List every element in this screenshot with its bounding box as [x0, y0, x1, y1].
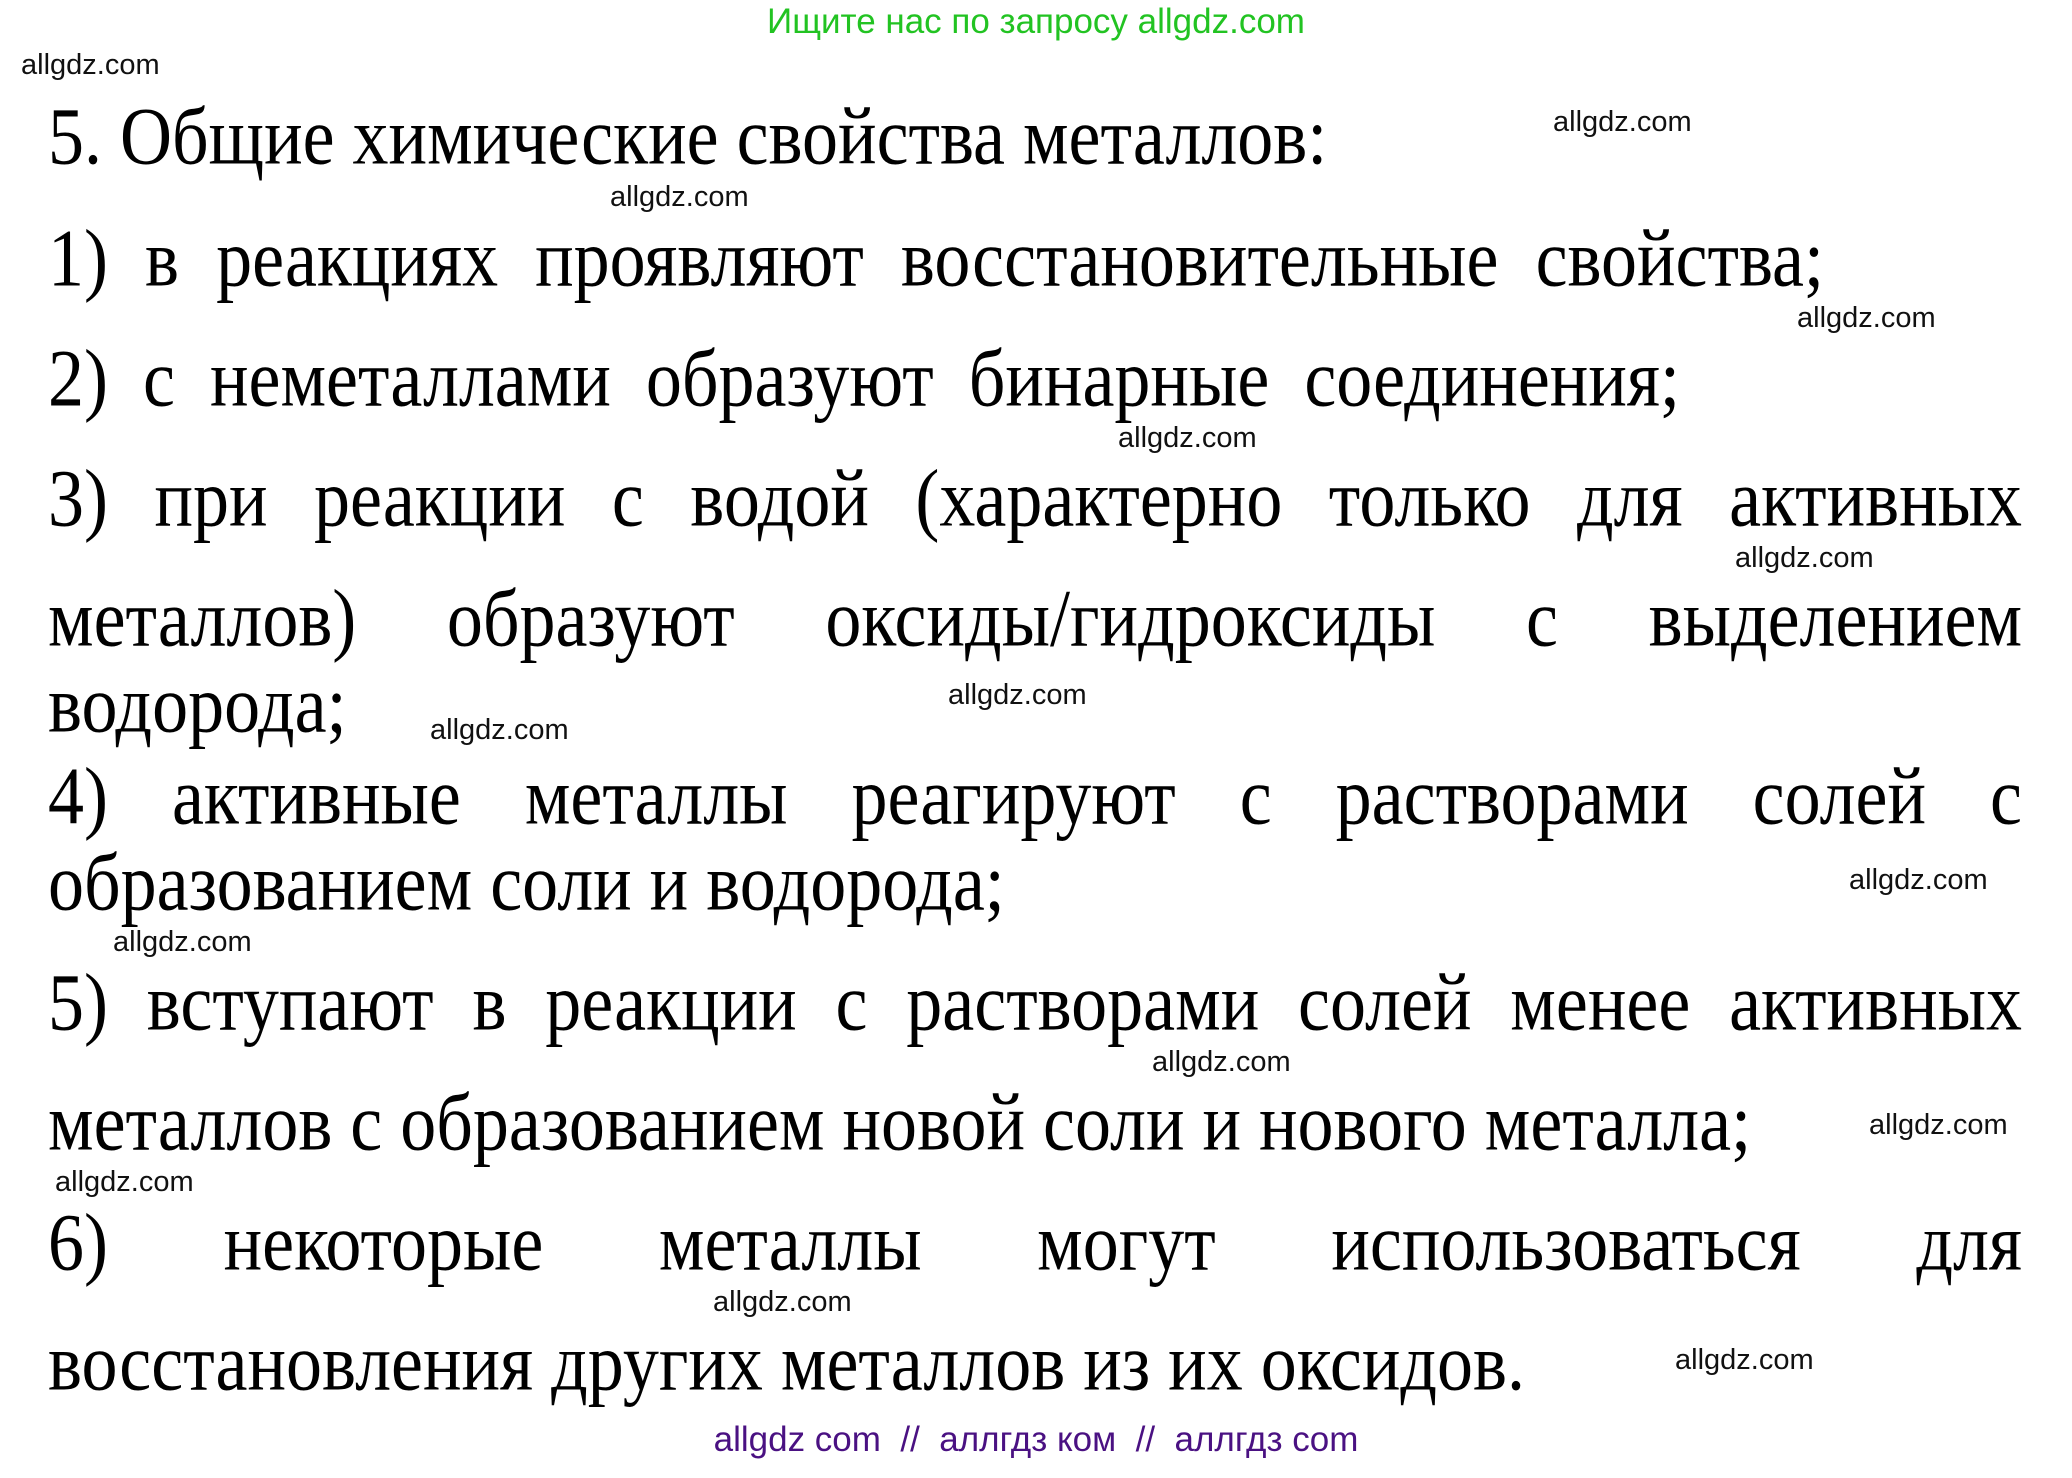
search-banner: Ищите нас по запросу allgdz.com: [767, 2, 1305, 41]
watermark: allgdz.com: [1735, 542, 1874, 574]
text-line: 6) некоторые металлы могут использоваться для: [48, 1196, 2022, 1288]
watermark: allgdz.com: [713, 1286, 852, 1318]
watermark: allgdz.com: [1849, 864, 1988, 896]
watermark: allgdz.com: [610, 181, 749, 213]
watermark: allgdz.com: [1553, 106, 1692, 138]
text-line: водорода;: [48, 658, 347, 750]
section-title: 5. Общие химические свойства металлов:: [48, 90, 1328, 182]
text-line: 1) в реакциях проявляют восстановительные свойства;: [48, 212, 1824, 304]
watermark: allgdz.com: [948, 679, 1087, 711]
watermark: allgdz.com: [1675, 1344, 1814, 1376]
text-line: образованием соли и водорода;: [48, 836, 1005, 928]
watermark: allgdz.com: [1152, 1046, 1291, 1078]
text-line: 3) при реакции с водой (характерно только для активных: [48, 452, 2022, 544]
watermark: allgdz.com: [1797, 302, 1936, 334]
watermark: allgdz.com: [113, 926, 252, 958]
watermark: allgdz.com: [1869, 1109, 2008, 1141]
watermark: allgdz.com: [21, 49, 160, 81]
text-line: 5) вступают в реакции с растворами солей менее активных: [48, 956, 2022, 1048]
watermark: allgdz.com: [430, 714, 569, 746]
text-line: восстановления других металлов из их оксидов.: [48, 1316, 1526, 1408]
text-line: 2) с неметаллами образуют бинарные соединения;: [48, 332, 1680, 424]
watermark: allgdz.com: [55, 1166, 194, 1198]
text-line: металлов с образованием новой соли и нового металла;: [48, 1076, 1752, 1168]
text-line: 4) активные металлы реагируют с растворами солей с: [48, 750, 2022, 842]
text-line: металлов) образуют оксиды/гидроксиды с выделением: [48, 572, 2022, 664]
footer-links: allgdz com // аллгдз ком // аллгдз com: [713, 1420, 1359, 1459]
watermark: allgdz.com: [1118, 422, 1257, 454]
